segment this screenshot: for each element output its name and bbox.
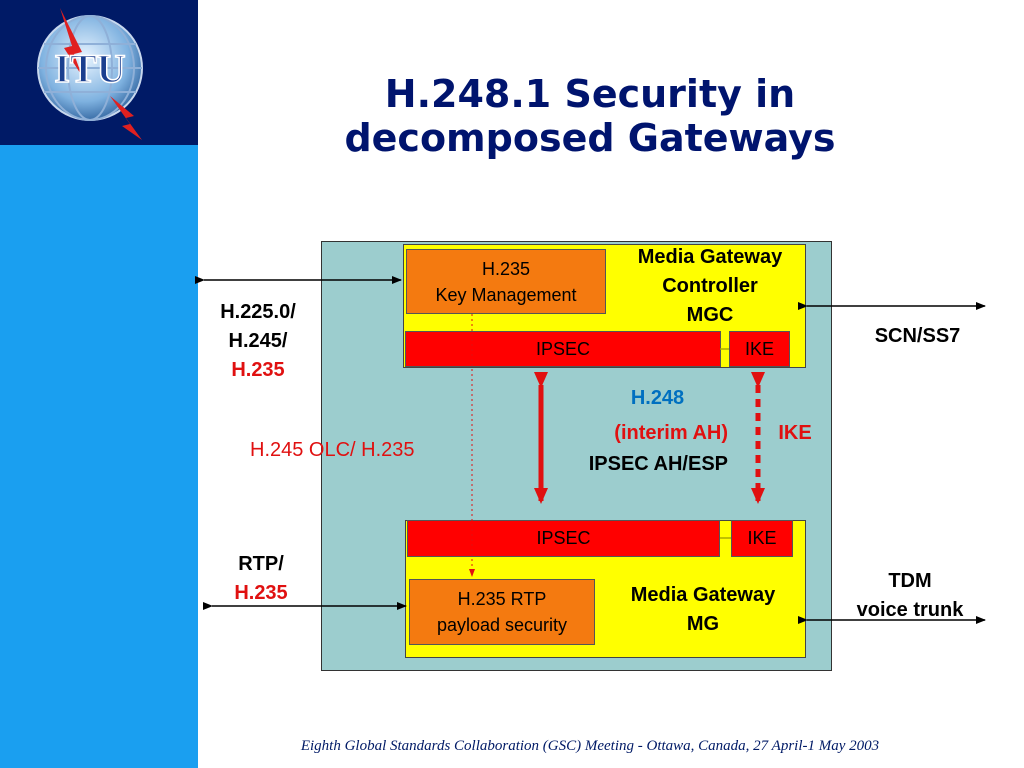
h248-label: H.248	[630, 387, 685, 409]
rtp-line-1: H.235 RTP	[457, 589, 547, 609]
mg-ipsec-box: IPSEC	[407, 520, 720, 557]
mgc-label-line-3: MGC	[686, 304, 734, 326]
title-line-1: H.248.1 Security in	[384, 72, 796, 116]
mgc-ipsec-box: IPSEC	[405, 331, 721, 367]
mgc-ike-box: IKE	[729, 331, 790, 367]
title-line-2: decomposed Gateways	[344, 116, 836, 160]
ike-label: IKE	[778, 422, 812, 444]
left-top-label	[198, 298, 318, 385]
mg-label-line-2: MG	[686, 613, 720, 635]
footer-text: Eighth Global Standards Collaboration (GSC) Meeting - Ottawa, Canada, 27 April-1 May 2003	[300, 738, 880, 754]
key-mgmt-line-1: H.235	[481, 259, 531, 279]
left-bottom-label	[206, 550, 316, 608]
left-bottom-line-1: RTP/	[238, 553, 284, 575]
mg-label-line-1: Media Gateway	[630, 584, 776, 606]
h245-olc-label: H.245 OLC/ H.235	[250, 439, 415, 461]
key-mgmt-line-2: Key Management	[435, 285, 577, 305]
left-top-line-1: H.225.0/	[220, 301, 296, 323]
rtp-line-2: payload security	[436, 615, 568, 635]
ipsec-ah-esp-label: IPSEC AH/ESP	[588, 453, 728, 475]
tdm-line-1: TDM	[888, 570, 932, 592]
logo-text: ITU	[54, 46, 126, 91]
tdm-label	[840, 567, 980, 625]
left-top-line-3: H.235	[231, 359, 285, 381]
interim-ah-label: (interim AH)	[614, 422, 728, 444]
mgc-label-line-2: Controller	[662, 275, 758, 297]
tdm-line-2: voice trunk	[856, 599, 964, 621]
left-bottom-line-2: H.235	[234, 582, 288, 604]
left-top-line-2: H.245/	[228, 330, 288, 352]
mg-ike-box: IKE	[731, 520, 793, 557]
mgc-label-line-1: Media Gateway	[637, 246, 783, 268]
scn-ss7-label: SCN/SS7	[874, 325, 961, 347]
